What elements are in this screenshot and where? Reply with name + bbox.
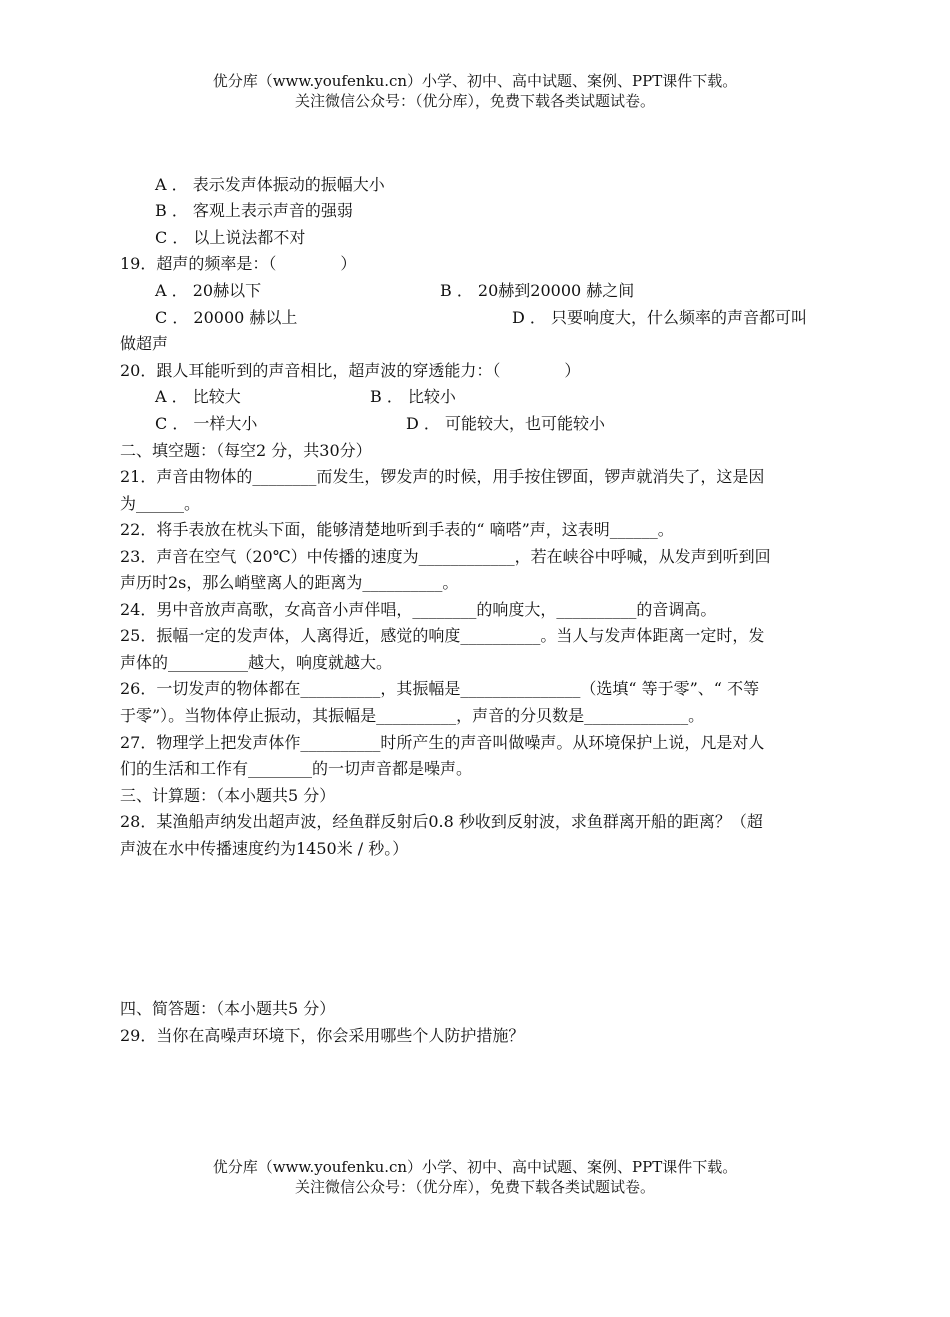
q23-line-2: 声历时2s，那么峭壁离人的距离为__________。 <box>120 573 459 592</box>
q20-options-row-1 <box>155 384 871 410</box>
q19-option-c: C ． 20000 赫以上 <box>155 308 298 327</box>
q20-option-b: B ． 比较小 <box>370 387 456 406</box>
q19-options-row-2 <box>155 305 871 331</box>
header-line-1: 优分库（www.youfenku.cn）小学、初中、高中试题、案例、PPT课件下载。 <box>212 72 738 90</box>
section-3-title: 三、计算题：（本小题共5 分） <box>120 786 336 805</box>
q25-line-2: 声体的__________越大，响度就越大。 <box>120 653 393 672</box>
q21-line-2: 为______。 <box>120 494 201 513</box>
footer-line-1: 优分库（www.youfenku.cn）小学、初中、高中试题、案例、PPT课件下载。 <box>212 1158 738 1176</box>
q20-option-a: A ． 比较大 <box>155 387 241 406</box>
q25-line-1: 25．振幅一定的发声体，人离得近，感觉的响度__________。当人与发声体距离一定时，发 <box>120 626 765 645</box>
q20-stem: 20．跟人耳能听到的声音相比，超声波的穿透能力：（ ） <box>120 361 581 380</box>
q27-line-2: 们的生活和工作有________的一切声音都是噪声。 <box>120 759 473 778</box>
q19-option-d-cont: 做超声 <box>120 334 169 353</box>
q22: 22．将手表放在枕头下面，能够清楚地听到手表的“ 嘀嗒”声，这表明______。 <box>120 520 674 539</box>
q20-options-row-2 <box>155 411 871 437</box>
q29: 29．当你在高噪声环境下，你会采用哪些个人防护措施？ <box>120 1026 525 1045</box>
footer-line-2: 关注微信公众号：（优分库），免费下载各类试题试卷。 <box>294 1178 655 1196</box>
q19-options-row-1 <box>155 278 871 304</box>
q28-line-1: 28．某渔船声纳发出超声波，经鱼群反射后0.8 秒收到反射波，求鱼群离开船的距离？（超 <box>120 812 763 831</box>
q27-line-1: 27．物理学上把发声体作__________时所产生的声音叫做噪声。从环境保护上说，凡是对人 <box>120 733 765 752</box>
header-line-2: 关注微信公众号：（优分库），免费下载各类试题试卷。 <box>294 92 655 110</box>
q21-line-1: 21．声音由物体的________而发生，锣发声的时候，用手按住锣面，锣声就消失了，这是因 <box>120 467 765 486</box>
page-footer <box>0 1157 950 1197</box>
q20-option-c: C ． 一样大小 <box>155 414 258 433</box>
q19-option-d: D ． 只要响度大，什么频率的声音都可叫 <box>512 308 808 327</box>
q26-line-1: 26．一切发声的物体都在__________，其振幅是_______________（选填“ 等于零”、“ 不等 <box>120 679 760 698</box>
q19-stem: 19．超声的频率是：（ ） <box>120 254 357 273</box>
q20-option-d: D ． 可能较大，也可能较小 <box>406 414 606 433</box>
q24: 24．男中音放声高歌，女高音小声伴唱，________的响度大，__________的音调高。 <box>120 600 717 619</box>
q19-option-a: A ． 20赫以下 <box>155 281 262 300</box>
q28-line-2: 声波在水中传播速度约为1450米 / 秒。） <box>120 839 409 858</box>
q18-option-a: A ． 表示发声体振动的振幅大小 <box>155 175 385 194</box>
page-header <box>0 71 950 111</box>
q19-option-b: B ． 20赫到20000 赫之间 <box>440 281 635 300</box>
section-2-title: 二、填空题：（每空2 分，共30分） <box>120 441 372 460</box>
q23-line-1: 23．声音在空气（20℃）中传播的速度为____________，若在峡谷中呼喊，从发声到听到回 <box>120 547 771 566</box>
q26-line-2: 于零”）。当物体停止振动，其振幅是__________，声音的分贝数是_____________。 <box>120 706 705 725</box>
section-4-title: 四、简答题：（本小题共5 分） <box>120 999 336 1018</box>
q18-option-c: C ． 以上说法都不对 <box>155 228 306 247</box>
q18-option-b: B ． 客观上表示声音的强弱 <box>155 201 353 220</box>
